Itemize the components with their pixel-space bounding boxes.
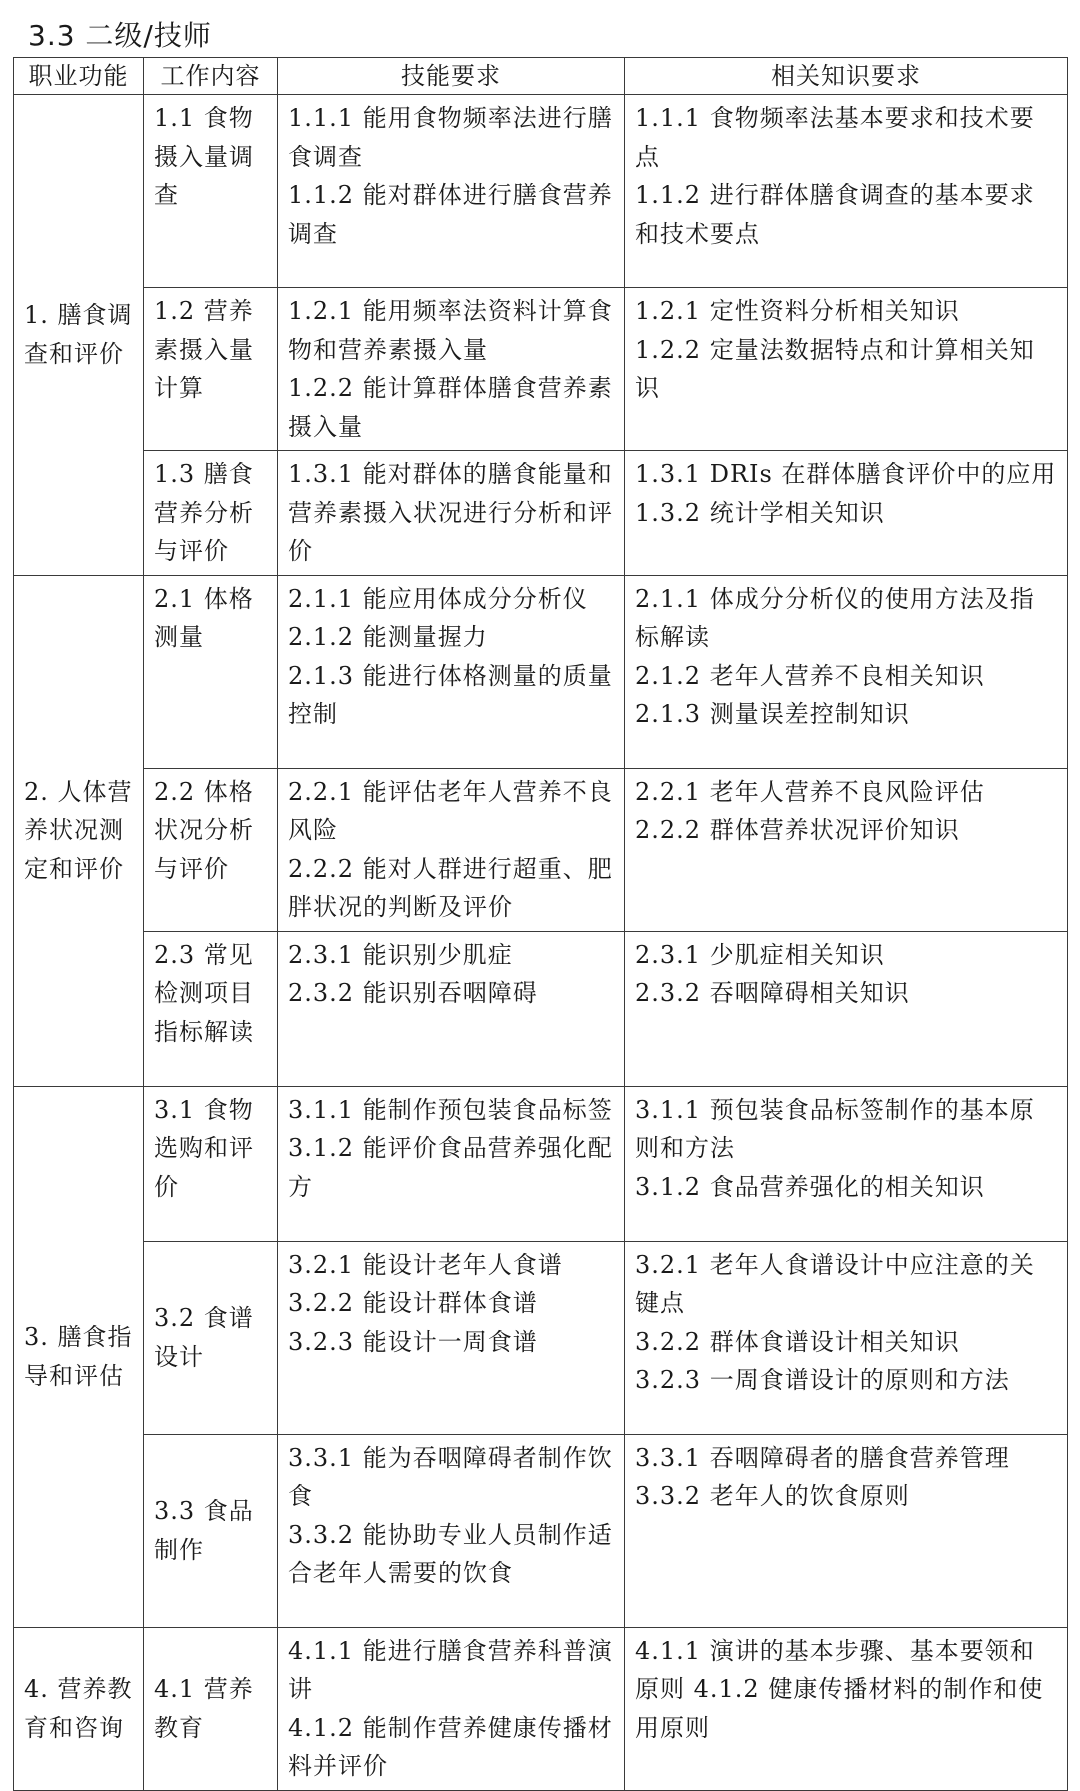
skill-item: 2.1.1 能应用体成分分析仪 (288, 584, 588, 613)
knowledge-cell (625, 1241, 1068, 1434)
header-skills: 技能要求 (278, 58, 625, 95)
skill-item: 3.1.1 能制作预包装食品标签 (288, 1095, 613, 1124)
skills-cell (278, 931, 625, 1086)
skills-cell (278, 451, 625, 576)
skills-cell (278, 1627, 625, 1790)
knowledge-item: 2.3.2 吞咽障碍相关知识 (635, 979, 910, 1007)
skills-cell (278, 95, 625, 288)
skill-item: 3.2.3 能设计一周食谱 (288, 1327, 538, 1356)
knowledge-item: 2.3.1 少肌症相关知识 (635, 940, 885, 969)
content-cell: 2.3 常见检测项目指标解读 (144, 931, 278, 1086)
skill-item: 2.1.2 能测量握力 (288, 623, 488, 651)
knowledge-cell (625, 575, 1068, 768)
knowledge-item: 3.1.1 预包装食品标签制作的基本原则和方法 (635, 1095, 1035, 1162)
header-knowledge: 相关知识要求 (625, 58, 1068, 95)
knowledge-cell (625, 451, 1068, 576)
knowledge-cell (625, 931, 1068, 1086)
skills-cell (278, 768, 625, 931)
function-cell: 2. 人体营养状况测定和评价 (14, 575, 144, 1086)
table-row (14, 95, 1068, 288)
knowledge-item: 3.2.3 一周食谱设计的原则和方法 (635, 1366, 1010, 1394)
skill-item: 2.2.1 能评估老年人营养不良风险 (288, 777, 613, 844)
content-cell: 1.3 膳食营养分析与评价 (144, 451, 278, 576)
knowledge-cell (625, 1434, 1068, 1627)
knowledge-item: 3.3.1 吞咽障碍者的膳食营养管理 (635, 1443, 1010, 1472)
knowledge-cell (625, 768, 1068, 931)
knowledge-item: 1.3.2 统计学相关知识 (635, 498, 885, 527)
knowledge-item: 2.1.1 体成分分析仪的使用方法及指标解读 (635, 584, 1035, 651)
knowledge-item: 1.3.1 DRIs 在群体膳食评价中的应用 (635, 460, 1057, 488)
skill-item: 4.1.1 能进行膳食营养科普演讲 (288, 1636, 613, 1703)
knowledge-cell (625, 95, 1068, 288)
knowledge-item: 2.1.3 测量误差控制知识 (635, 700, 910, 728)
function-cell: 3. 膳食指导和评估 (14, 1086, 144, 1627)
knowledge-item: 4.1.1 演讲的基本步骤、基本要领和原则 4.1.2 健康传播材料的制作和使用原则 (635, 1636, 1044, 1742)
skill-item: 4.1.2 能制作营养健康传播材料并评价 (288, 1713, 613, 1780)
knowledge-item: 3.3.2 老年人的饮食原则 (635, 1482, 910, 1510)
knowledge-cell (625, 1627, 1068, 1790)
skill-item: 1.2.2 能计算群体膳食营养素摄入量 (288, 374, 613, 441)
table-row (14, 451, 1068, 576)
content-cell: 3.1 食物选购和评价 (144, 1086, 278, 1241)
knowledge-cell (625, 1086, 1068, 1241)
skills-cell (278, 575, 625, 768)
skill-item: 2.3.1 能识别少肌症 (288, 940, 513, 969)
knowledge-item: 1.1.1 食物频率法基本要求和技术要点 (635, 104, 1035, 171)
skill-item: 3.2.1 能设计老年人食谱 (288, 1250, 563, 1279)
content-cell: 4.1 营养教育 (144, 1627, 278, 1790)
header-content: 工作内容 (144, 58, 278, 95)
knowledge-item: 1.2.1 定性资料分析相关知识 (635, 297, 960, 325)
skill-item: 2.3.2 能识别吞咽障碍 (288, 979, 538, 1007)
content-cell: 2.2 体格状况分析与评价 (144, 768, 278, 931)
knowledge-cell (625, 288, 1068, 451)
skill-item: 2.2.2 能对人群进行超重、肥胖状况的判断及评价 (288, 854, 613, 921)
skills-cell (278, 1086, 625, 1241)
content-cell: 1.2 营养素摄入量计算 (144, 288, 278, 451)
skills-cell (278, 1241, 625, 1434)
skill-item: 3.3.1 能为吞咽障碍者制作饮食 (288, 1443, 613, 1510)
knowledge-item: 2.2.1 老年人营养不良风险评估 (635, 777, 985, 806)
knowledge-item: 3.2.1 老年人食谱设计中应注意的关键点 (635, 1250, 1035, 1317)
header-function: 职业功能 (14, 58, 144, 95)
content-cell: 2.1 体格测量 (144, 575, 278, 768)
function-cell: 1. 膳食调查和评价 (14, 95, 144, 576)
knowledge-item: 3.2.2 群体食谱设计相关知识 (635, 1327, 960, 1356)
skills-cell (278, 288, 625, 451)
content-cell: 3.3 食品制作 (144, 1434, 278, 1627)
table-row (14, 575, 1068, 768)
table-header-row (14, 58, 1068, 95)
skill-item: 2.1.3 能进行体格测量的质量控制 (288, 661, 613, 728)
table-row (14, 1627, 1068, 1790)
table-row (14, 931, 1068, 1086)
knowledge-item: 2.2.2 群体营养状况评价知识 (635, 816, 960, 844)
knowledge-item: 2.1.2 老年人营养不良相关知识 (635, 661, 985, 690)
content-cell: 1.1 食物摄入量调查 (144, 95, 278, 288)
function-cell: 4. 营养教育和咨询 (14, 1627, 144, 1790)
skill-item: 3.3.2 能协助专业人员制作适合老年人需要的饮食 (288, 1520, 613, 1587)
skill-requirements-table (13, 57, 1068, 1791)
table-row (14, 1241, 1068, 1434)
page-title: 3.3 二级/技师 (28, 19, 212, 52)
skill-item: 1.3.1 能对群体的膳食能量和营养素摄入状况进行分析和评价 (288, 460, 613, 565)
skill-item: 1.2.1 能用频率法资料计算食物和营养素摄入量 (288, 297, 613, 364)
knowledge-item: 3.1.2 食品营养强化的相关知识 (635, 1172, 985, 1201)
table-row (14, 288, 1068, 451)
skill-item: 3.2.2 能设计群体食谱 (288, 1289, 538, 1317)
table-row (14, 768, 1068, 931)
table-row (14, 1086, 1068, 1241)
knowledge-item: 1.1.2 进行群体膳食调查的基本要求和技术要点 (635, 181, 1035, 248)
knowledge-item: 1.2.2 定量法数据特点和计算相关知识 (635, 335, 1035, 402)
skill-item: 3.1.2 能评价食品营养强化配方 (288, 1134, 613, 1201)
skills-cell (278, 1434, 625, 1627)
skill-item: 1.1.1 能用食物频率法进行膳食调查 (288, 104, 613, 171)
table-row (14, 1434, 1068, 1627)
content-cell: 3.2 食谱设计 (144, 1241, 278, 1434)
skill-item: 1.1.2 能对群体进行膳食营养调查 (288, 181, 613, 248)
